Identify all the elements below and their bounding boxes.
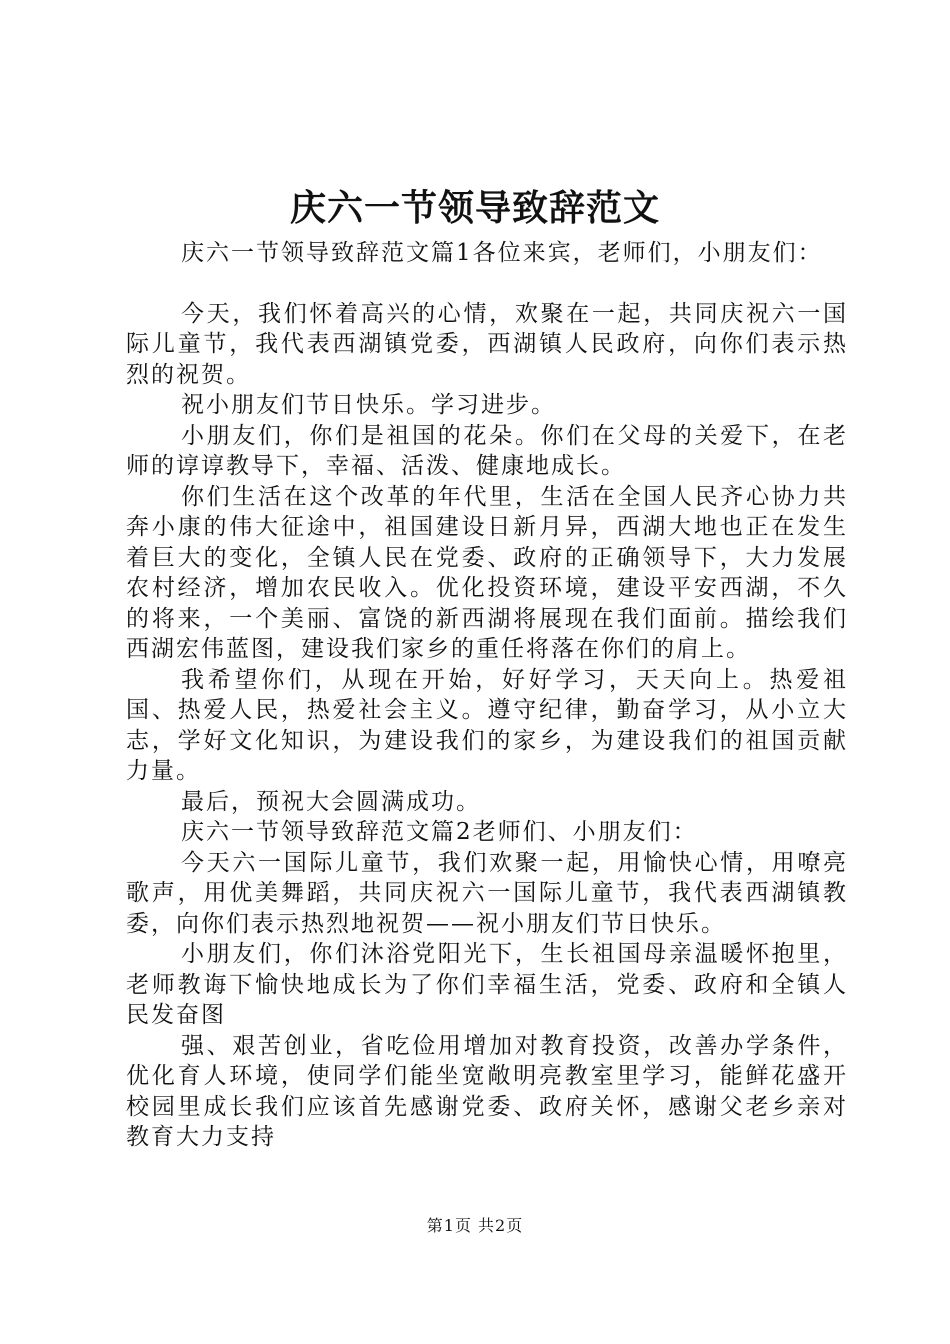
paragraph-2: 今天，我们怀着高兴的心情，欢聚在一起，共同庆祝六一国际儿童节，我代表西湖镇党委，西湖镇人民政府，向你们表示热烈的祝贺。 [126, 300, 848, 388]
document-body [126, 238, 848, 1153]
paragraph-3: 祝小朋友们节日快乐。学习进步。 [181, 392, 556, 418]
page-footer: 第1页 共2页 [426, 1216, 524, 1235]
paragraph-9: 今天六一国际儿童节，我们欢聚一起，用愉快心情，用嘹亮歌声，用优美舞蹈，共同庆祝六一国际儿童节，我代表西湖镇教委，向你们表示热烈地祝贺——祝小朋友们节日快乐。 [126, 849, 848, 937]
document-title: 庆六一节领导致辞范文 [289, 187, 660, 229]
paragraph-7: 最后，预祝大会圆满成功。 [181, 788, 481, 815]
paragraph-6: 我希望你们，从现在开始，好好学习，天天向上。热爱祖国、热爱人民，热爱社会主义。遵守纪律，勤奋学习，从小立大志，学好文化知识，为建设我们的家乡，为建设我们的祖国贡献力量。 [126, 666, 848, 784]
paragraph-11: 强、艰苦创业，省吃俭用增加对教育投资，改善办学条件，优化育人环境，使同学们能坐宽敞明亮教室里学习，能鲜花盛开校园里成长我们应该首先感谢党委、政府关怀，感谢父老乡亲对教育大力支持 [126, 1032, 848, 1150]
paragraph-10: 小朋友们，你们沐浴党阳光下，生长祖国母亲温暖怀抱里，老师教诲下愉快地成长为了你们幸福生活，党委、政府和全镇人民发奋图 [126, 941, 848, 1028]
paragraph-4: 小朋友们，你们是祖国的花朵。你们在父母的关爱下，在老师的谆谆教导下，幸福、活泼、健康地成长。 [126, 422, 848, 479]
paragraph-5: 你们生活在这个改革的年代里，生活在全国人民齐心协力共奔小康的伟大征途中，祖国建设日新月异，西湖大地也正在发生着巨大的变化，全镇人民在党委、政府的正确领导下，大力发展农村经济，增加农民收入。优化投资环境，建设平安西湖，不久的将来，一个美丽、富饶的新西湖将展现在我们面前。描绘我们西湖宏伟蓝图，建设我们家乡的重任将落在你们的肩上。 [126, 483, 848, 662]
paragraph-8: 庆六一节领导致辞范文篇2老师们、小朋友们： [181, 819, 698, 845]
paragraph-1: 庆六一节领导致辞范文篇1各位来宾，老师们，小朋友们： [181, 240, 823, 266]
